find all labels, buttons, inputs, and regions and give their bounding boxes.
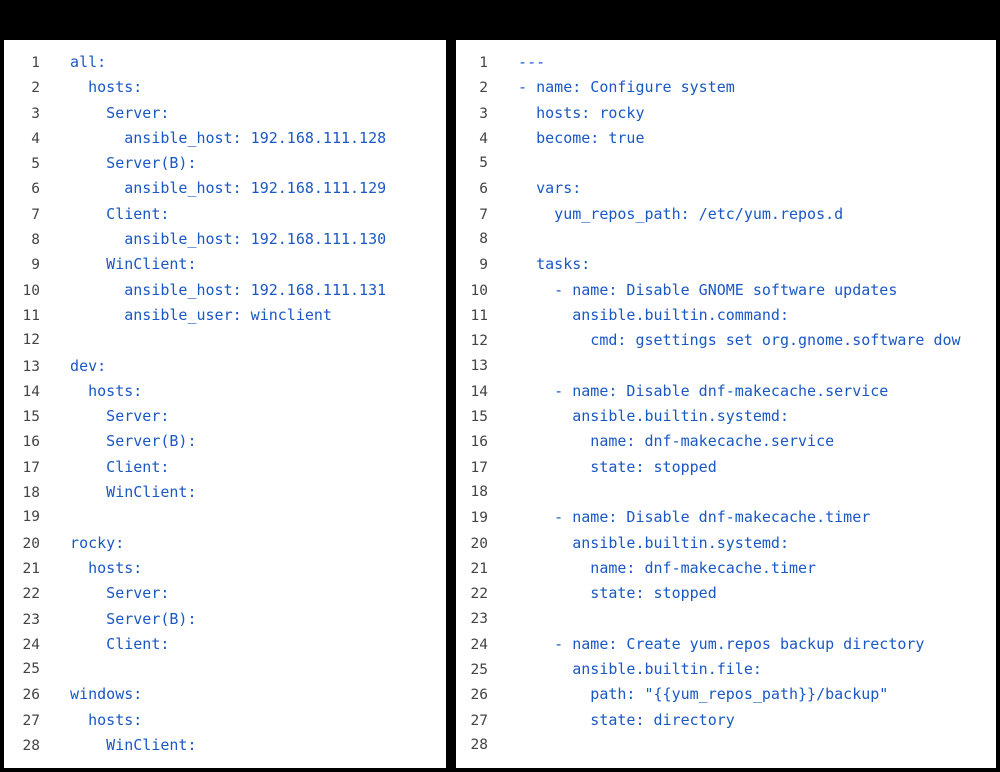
line-text: name: dnf-makecache.timer [500, 558, 817, 577]
line-text: Client: [52, 634, 170, 653]
line-number: 6 [479, 181, 488, 198]
line-text: Server: [52, 103, 170, 122]
line-text: - name: Create yum.repos backup directory [500, 634, 925, 653]
code-line [4, 531, 446, 556]
line-number: 26 [470, 687, 488, 704]
line-text: yum_repos_path: /etc/yum.repos.d [500, 204, 844, 223]
line-number: 3 [479, 105, 488, 122]
line-number: 27 [22, 712, 40, 729]
code-line [4, 101, 446, 126]
line-text: dev: [52, 356, 107, 375]
line-number: 21 [22, 560, 40, 577]
code-line [4, 126, 446, 151]
line-text: windows: [52, 685, 143, 704]
line-number: 17 [22, 459, 40, 476]
code-line [4, 607, 446, 632]
line-number: 22 [470, 586, 488, 603]
line-text: state: directory [500, 710, 735, 729]
line-number: 13 [22, 358, 40, 375]
line-number: 14 [22, 383, 40, 400]
line-text: Server: [52, 407, 170, 426]
code-line [4, 50, 446, 75]
line-number: 23 [22, 611, 40, 628]
line-text: Client: [52, 204, 170, 223]
line-number: 17 [470, 459, 488, 476]
line-number: 1 [31, 55, 40, 71]
code-line [456, 455, 996, 480]
line-number: 18 [22, 485, 40, 502]
code-line [4, 581, 446, 606]
line-text: ansible.builtin.systemd: [500, 407, 789, 426]
line-text: vars: [500, 179, 582, 198]
line-text: hosts: rocky [500, 103, 645, 122]
code-line [4, 176, 446, 201]
line-text: ansible.builtin.file: [500, 660, 762, 679]
code-line [456, 252, 996, 277]
line-text: --- [500, 53, 546, 71]
line-text: name: dnf-makecache.service [500, 432, 835, 451]
line-number: 26 [22, 687, 40, 704]
line-number: 20 [470, 535, 488, 552]
code-line [4, 429, 446, 454]
line-number: 9 [31, 257, 40, 274]
line-number: 4 [479, 130, 488, 147]
line-number: 23 [470, 610, 488, 627]
line-number: 2 [479, 80, 488, 97]
line-text: rocky: [52, 533, 125, 552]
line-number: 4 [31, 130, 40, 147]
line-text: Server: [52, 584, 170, 603]
code-line [456, 202, 996, 227]
line-text: Client: [52, 457, 170, 476]
line-text: ansible_host: 192.168.111.131 [52, 280, 387, 299]
line-text: ansible_host: 192.168.111.128 [52, 128, 387, 147]
line-text: ansible.builtin.systemd: [500, 533, 789, 552]
code-line [4, 708, 446, 733]
code-line [456, 75, 996, 100]
code-line [4, 151, 446, 176]
line-text: become: true [500, 128, 645, 147]
line-text: hosts: [52, 78, 143, 97]
line-text: all: [52, 53, 107, 71]
code-line [456, 733, 996, 758]
line-number: 24 [470, 636, 488, 653]
line-number: 28 [22, 738, 40, 755]
line-text: ansible_host: 192.168.111.130 [52, 230, 387, 249]
code-line [456, 379, 996, 404]
line-number: 28 [470, 737, 488, 754]
code-line [456, 581, 996, 606]
code-line [4, 278, 446, 303]
line-number: 25 [470, 662, 488, 679]
code-pane-inventory [4, 40, 446, 768]
line-text: state: stopped [500, 584, 717, 603]
line-number: 24 [22, 636, 40, 653]
line-number: 12 [470, 333, 488, 350]
line-number: 25 [22, 661, 40, 678]
line-text: WinClient: [52, 255, 197, 274]
line-number: 8 [31, 232, 40, 249]
code-line [456, 50, 996, 75]
line-number: 3 [31, 105, 40, 122]
code-line [456, 505, 996, 530]
line-number: 16 [470, 434, 488, 451]
line-text: - name: Disable dnf-makecache.timer [500, 508, 871, 527]
code-line [4, 202, 446, 227]
line-text: cmd: gsettings set org.gnome.software dow [500, 331, 961, 350]
code-lines-inventory [4, 50, 446, 758]
code-line [456, 101, 996, 126]
code-line [456, 657, 996, 682]
code-line [4, 379, 446, 404]
line-number: 5 [31, 156, 40, 173]
code-line [456, 708, 996, 733]
line-number: 10 [22, 282, 40, 299]
line-number: 11 [22, 307, 40, 324]
line-number: 7 [31, 206, 40, 223]
code-line [4, 657, 446, 682]
code-line [456, 328, 996, 353]
code-line [456, 632, 996, 657]
line-text: WinClient: [52, 736, 197, 755]
line-number: 9 [479, 257, 488, 274]
code-line [4, 75, 446, 100]
code-line [456, 354, 996, 379]
line-text: - name: Disable GNOME software updates [500, 280, 898, 299]
line-number: 5 [479, 155, 488, 172]
line-text: state: stopped [500, 457, 717, 476]
code-line [4, 505, 446, 530]
code-line [456, 429, 996, 454]
code-line [456, 480, 996, 505]
code-line [456, 556, 996, 581]
line-number: 19 [22, 509, 40, 526]
line-text: - name: Disable dnf-makecache.service [500, 381, 889, 400]
line-text: Server(B): [52, 154, 197, 173]
line-number: 1 [479, 55, 488, 71]
code-line [4, 556, 446, 581]
line-number: 11 [470, 307, 488, 324]
line-number: 16 [22, 434, 40, 451]
code-line [456, 227, 996, 252]
code-line [4, 480, 446, 505]
line-text: hosts: [52, 381, 143, 400]
line-number: 15 [22, 409, 40, 426]
line-number: 12 [22, 332, 40, 349]
code-line [456, 682, 996, 707]
code-pane-playbook [456, 40, 996, 768]
line-number: 18 [470, 484, 488, 501]
line-number: 13 [470, 357, 488, 374]
code-line [456, 404, 996, 429]
code-line [456, 607, 996, 632]
code-line [4, 227, 446, 252]
line-number: 8 [479, 231, 488, 248]
code-line [456, 126, 996, 151]
code-line [456, 303, 996, 328]
code-lines-playbook [456, 50, 996, 758]
line-text: - name: Configure system [500, 78, 735, 97]
line-number: 14 [470, 383, 488, 400]
line-number: 20 [22, 535, 40, 552]
line-number: 7 [479, 206, 488, 223]
code-line [456, 531, 996, 556]
line-text: hosts: [52, 710, 143, 729]
line-number: 15 [470, 409, 488, 426]
line-number: 10 [470, 282, 488, 299]
line-number: 27 [470, 712, 488, 729]
line-text: ansible_host: 192.168.111.129 [52, 179, 387, 198]
code-line [4, 252, 446, 277]
code-line [456, 176, 996, 201]
line-number: 22 [22, 586, 40, 603]
code-line [456, 278, 996, 303]
line-text: Server(B): [52, 609, 197, 628]
line-text: WinClient: [52, 483, 197, 502]
line-text: ansible_user: winclient [52, 305, 332, 324]
code-line [4, 404, 446, 429]
line-number: 19 [470, 510, 488, 527]
code-line [4, 682, 446, 707]
line-text: hosts: [52, 558, 143, 577]
code-line [4, 632, 446, 657]
line-text: path: "{{yum_repos_path}}/backup" [500, 685, 889, 704]
line-text: ansible.builtin.command: [500, 305, 789, 324]
code-line [4, 303, 446, 328]
code-line [456, 151, 996, 176]
code-line [4, 328, 446, 353]
code-line [4, 354, 446, 379]
code-line [4, 733, 446, 758]
line-number: 6 [31, 181, 40, 198]
line-number: 2 [31, 80, 40, 97]
line-text: tasks: [500, 255, 591, 274]
line-text: Server(B): [52, 432, 197, 451]
code-line [4, 455, 446, 480]
line-number: 21 [470, 560, 488, 577]
